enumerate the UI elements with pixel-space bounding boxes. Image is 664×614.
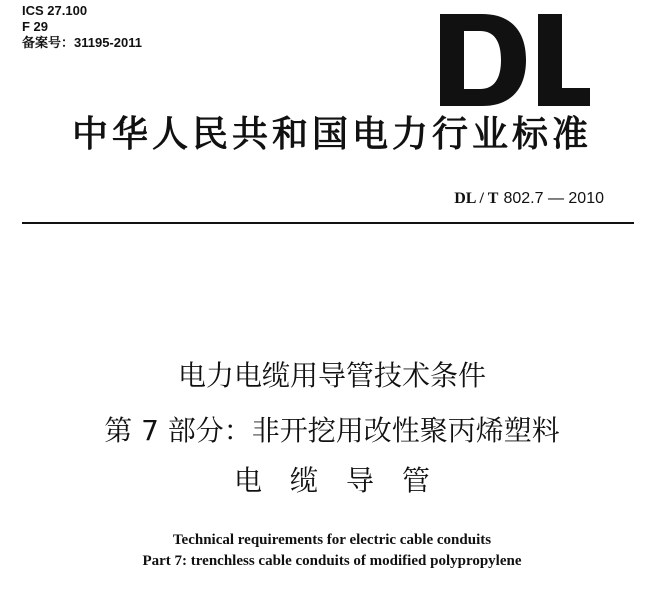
standard-number <box>454 188 604 209</box>
english-title-line-2: Part 7: trenchless cable conduits of modified polypropylene <box>142 553 522 569</box>
chinese-title-line-1: 电力电缆用导管技术条件 <box>177 359 486 392</box>
logo-letter-l <box>538 14 590 106</box>
standard-number-value: 802.7 — 2010 <box>503 190 604 207</box>
chinese-title-line-2: 第 7 部分：非开挖用改性聚丙烯塑料 <box>104 414 560 447</box>
chinese-title-line-3: 电缆导管 <box>233 464 458 497</box>
ccs-code: F 29 <box>22 19 49 34</box>
ics-code: ICS 27.100 <box>22 3 88 18</box>
standard-number-prefix: DL / T <box>454 190 499 207</box>
organization-title: 中华人民共和国电力行业标准 <box>71 113 592 155</box>
english-title-line-1: Technical requirements for electric cable conduits <box>172 532 492 548</box>
dl-logo <box>440 14 590 106</box>
record-number: 备案号：31195-2011 <box>22 35 142 50</box>
logo-letter-d <box>440 14 526 106</box>
header-divider <box>22 222 634 224</box>
